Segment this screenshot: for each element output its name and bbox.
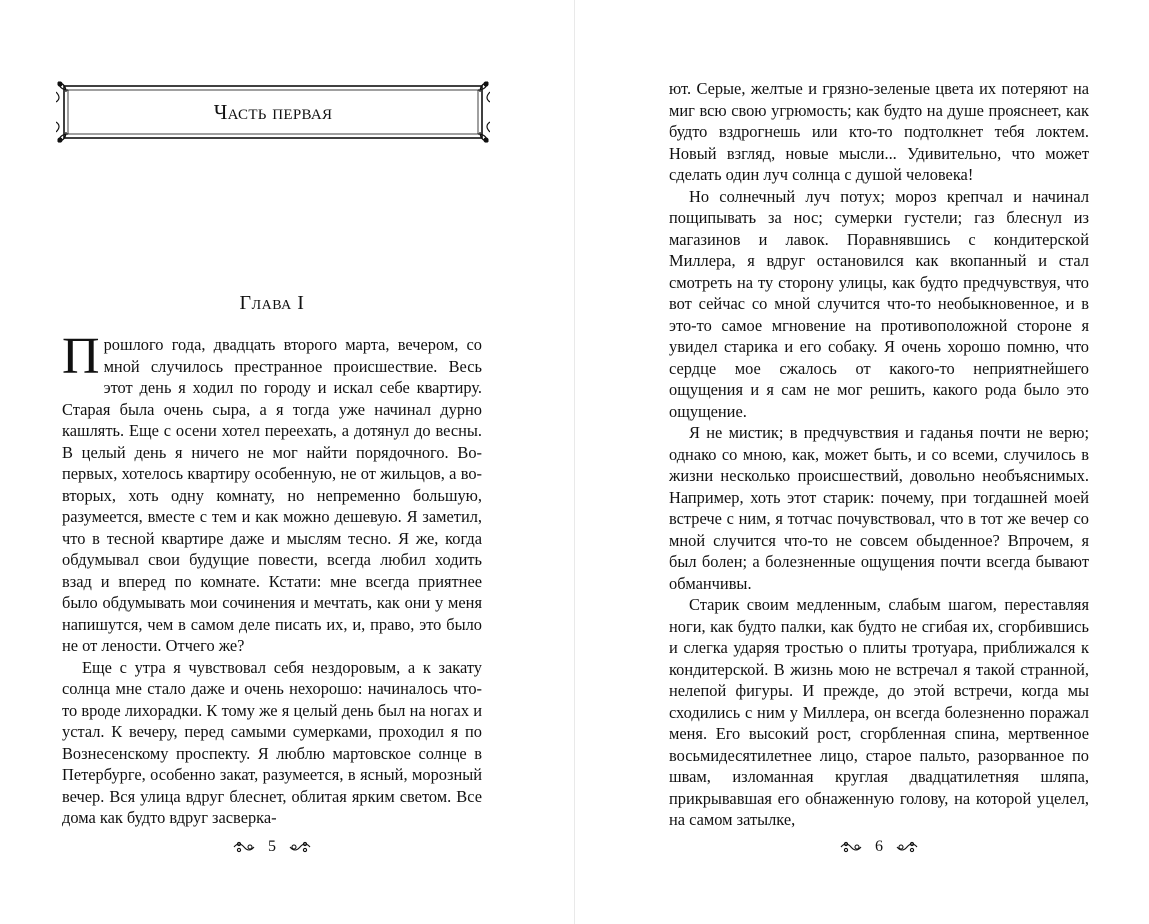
- chapter-title: Глава I: [239, 292, 305, 314]
- paragraph: Прошлого года, двадцать второго марта, вечером, со мной случилось престранное происшествие. Весь этот день я ходил по городу и искал себе квартиру. Старая была очень сыра, а я тогда уже начинал дурно кашлять. Еще с осени хотел переехать, а дотянул до весны. В целый день я ничего не мог найти порядочного. Во-первых, хотелось квартиру особенную, не от жильцов, а во-вторых, хоть одну комнату, но непременно большую, разумеется, вместе с тем и как можно дешевую. Я заметил, что в тесной квартире даже и мыслям тесно. Я же, когда обдумывал свои будущие повести, всегда любил ходить взад и вперед по комнате. Кстати: мне всегда приятнее было обдумывать мои сочинения и мечтать, как они у меня напишутся, чем в самом деле писать их, и, право, это было не от лености. Отчего же?: [62, 328, 482, 655]
- drop-cap: П: [62, 328, 100, 385]
- page-number: 5: [268, 838, 276, 855]
- paragraph: ют. Серые, желтые и грязно-зеленые цвета их потеряют на миг всю свою угрюмость; как будто на душе прояснеет, как будто вздрогнешь или кто-то подтолкнет тебя локтем. Новый взгляд, новые мысли... Удивительно, что может сделать один луч солнца с душой человека!: [669, 79, 1089, 184]
- part-title: Часть первая: [213, 99, 333, 124]
- ornament-right-icon: [286, 840, 312, 854]
- ornament-left-icon: [839, 840, 865, 854]
- ornament-left-icon: [232, 840, 258, 854]
- part-title-frame: [56, 80, 490, 144]
- paragraph: Я не мистик; в предчувствия и гаданья почти не верю; однако со мною, как, может быть, и со всеми, случилось в жизни несколько происшествий, довольно необъяснимых. Например, хоть этот старик: почему, при тогдашней моей встрече с ним, я тотчас почувствовал, что в тот же вечер со мной случится что-то не совсем обыденное? Впрочем, я был болен; а болезненные ощущения почти всегда бывают обманчивы.: [669, 423, 1089, 593]
- paragraph: Старик своим медленным, слабым шагом, переставляя ноги, как будто палки, как будто не сгибая их, сгорбившись и слегка ударяя тростью о плиты тротуара, приближался к кондитерской. В жизнь мою не встречал я такой странной, нелепой фигуры. И прежде, до этой встречи, когда мы сходились с ним у Миллера, он всегда болезненно поражал меня. Его высокий рост, сгорбленная спина, мертвенное восьмидесятилетнее лицо, старое пальто, разорванное по швам, изломанная круглая двадцатилетняя шляпа, прикрывавшая его обнаженную голову, на которой уцелел, на самом затылке,: [669, 595, 1089, 829]
- book-spine: [574, 0, 575, 924]
- left-page-text: [62, 328, 482, 829]
- page-number-footer: [62, 838, 482, 856]
- page-number-footer: [669, 838, 1089, 856]
- right-page-text: [669, 78, 1089, 831]
- ornament-right-icon: [893, 840, 919, 854]
- page-number: 6: [875, 838, 883, 855]
- paragraph: Но солнечный луч потух; мороз крепчал и начинал пощипывать за нос; сумерки густели; газ блеснул из магазинов и лавок. Поравнявшись с кондитерской Миллера, я вдруг остановился как вкопанный и стал смотреть на ту сторону улицы, как будто предчувствуя, что вот сейчас со мной случится что-то необыкновенное, и в это-то самое мгновение на противоположной стороне я увидел старика и его собаку. Я очень хорошо помню, что сердце мое сжалось от какого-то неприятнейшего ощущения и я сам не мог решить, какого рода было это ощущение.: [669, 186, 1089, 421]
- left-page: [0, 0, 574, 924]
- paragraph: Еще с утра я чувствовал себя нездоровым, а к закату солнца мне стало даже и очень нехорошо: начиналось что-то вроде лихорадки. К тому же я целый день был на ногах и устал. К вечеру, перед самыми сумерками, проходил я по Вознесенскому проспекту. Я люблю мартовское солнце в Петербурге, особенно закат, разумеется, в ясный, морозный вечер. Вся улица вдруг блеснет, облитая ярким светом. Все дома как будто вдруг засверка-: [62, 657, 482, 827]
